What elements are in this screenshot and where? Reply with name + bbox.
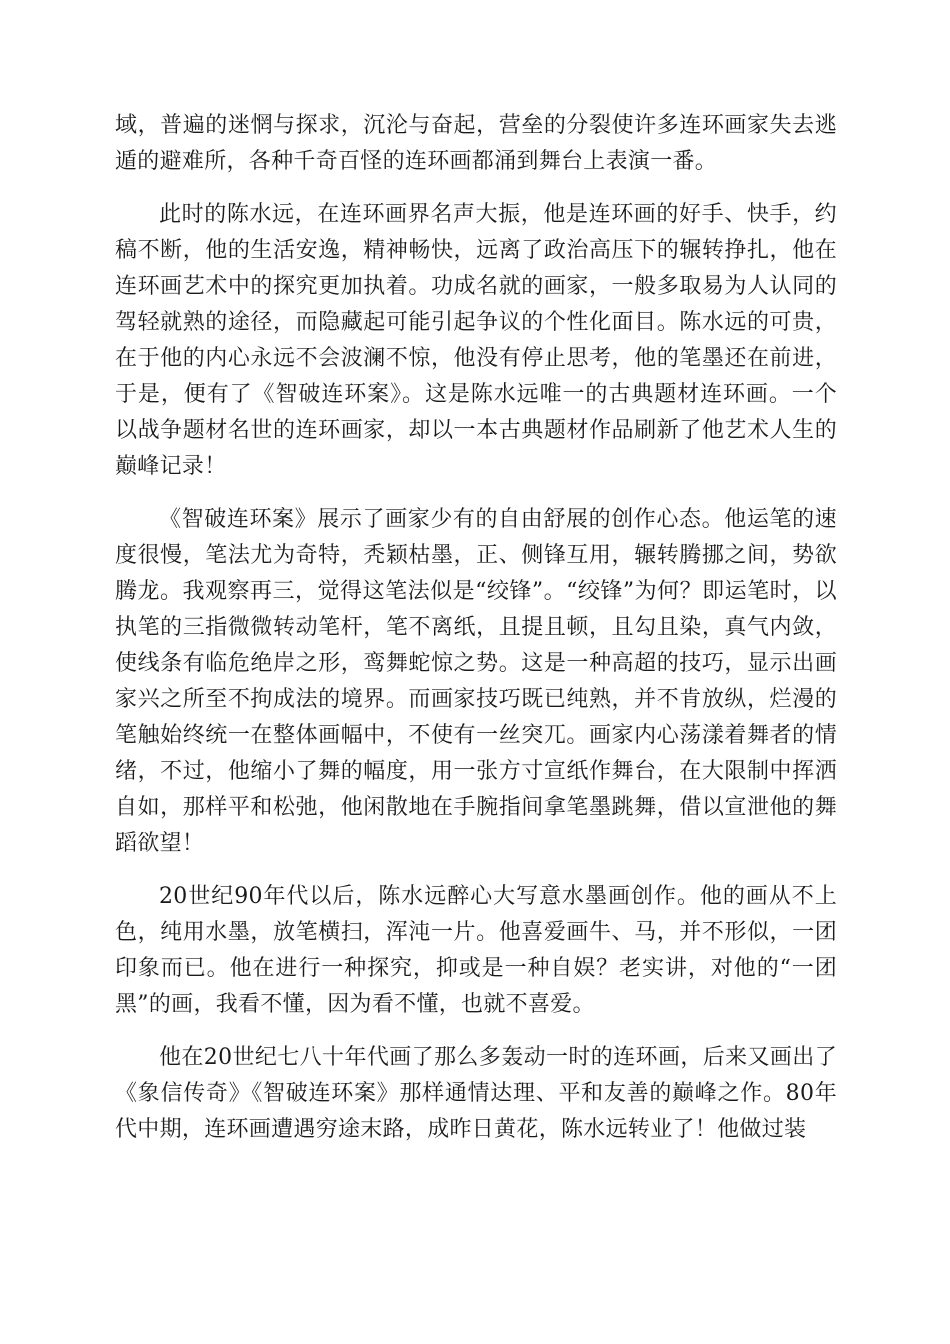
paragraph-brush-technique: 《智破连环案》展示了画家少有的自由舒展的创作心态。他运笔的速度很慢，笔法尤为奇特，秃颖枯墨，正、侧锋互用，辗转腾挪之间，势欲腾龙。我观察再三，觉得这笔法似是“绞锋”。“绞锋”为何？即运笔时，以执笔的三指微微转动笔杆，笔不离纸，且提且顿，且勾且染，真气内敛，使线条有临危绝岸之形，鸾舞蛇惊之势。这是一种高超的技巧，显示出画家兴之所至不拘成法的境界。而画家技巧既已纯熟，并不肯放纵，烂漫的笔触始终统一在整体画幅中，不使有一丝突兀。画家内心荡漾着舞者的情绪，不过，他缩小了舞的幅度，用一张方寸宣纸作舞台，在大限制中挥洒自如，那样平和松弛，他闲散地在手腕指间拿笔墨跳舞，借以宣泄他的舞蹈欲望！ <box>115 507 837 856</box>
paragraph-career-change: 他在20世纪七八十年代画了那么多轰动一时的连环画，后来又画出了《象信传奇》《智破连环案》那样通情达理、平和友善的巅峰之作。80年代中期，连环画遭遇穷途末路，成昨日黄花，陈水远转业了！他做过装 <box>115 1045 837 1142</box>
document-body <box>115 108 837 1165</box>
paragraph-1990s-ink-painting: 20世纪90年代以后，陈水远醉心大写意水墨画创作。他的画从不上色，纯用水墨，放笔横扫，浑沌一片。他喜爱画牛、马，并不形似，一团印象而已。他在进行一种探究，抑或是一种自娱？老实讲，对他的“一团黑”的画，我看不懂，因为看不懂，也就不喜爱。 <box>115 884 837 1017</box>
paragraph-chen-shuiyuan-fame: 此时的陈水远，在连环画界名声大振，他是连环画的好手、快手，约稿不断，他的生活安逸，精神畅快，远离了政治高压下的辗转挣扎，他在连环画艺术中的探究更加执着。功成名就的画家，一般多取易为人认同的驾轻就熟的途径，而隐藏起可能引起争议的个性化面目。陈水远的可贵，在于他的内心永远不会波澜不惊，他没有停止思考，他的笔墨还在前进，于是，便有了《智破连环案》。这是陈水远唯一的古典题材连环画。一个以战争题材名世的连环画家，却以一本古典题材作品刷新了他艺术人生的巅峰记录！ <box>115 202 837 479</box>
paragraph-continued: 域，普遍的迷惘与探求，沉沦与奋起，营垒的分裂使许多连环画家失去逃遁的避难所，各种千奇百怪的连环画都涌到舞台上表演一番。 <box>115 113 837 174</box>
